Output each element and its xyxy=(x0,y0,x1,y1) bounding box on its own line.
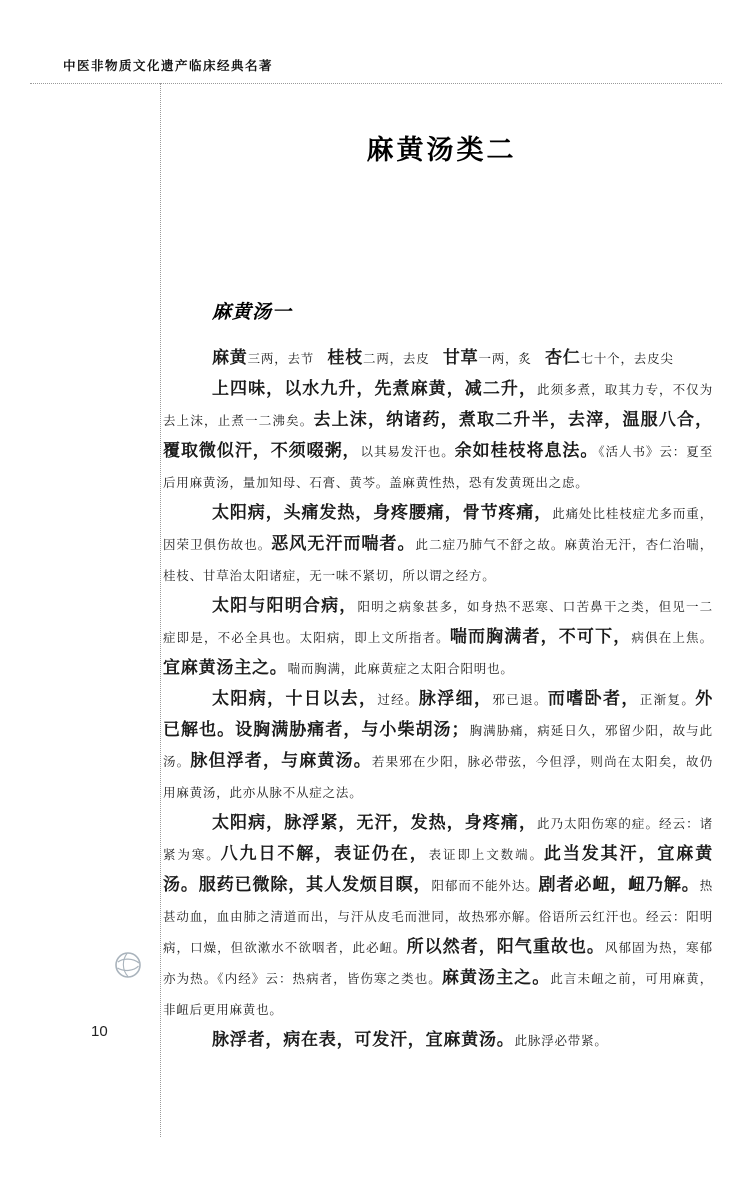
main-text: 脉浮者，病在表，可发汗，宜麻黄汤。 xyxy=(212,1030,515,1049)
annotation-text: 一两，炙 xyxy=(478,352,545,366)
content-column xyxy=(163,297,713,1056)
annotation-text: 七十个，去皮尖 xyxy=(580,352,674,366)
main-text: 去上沫，纳诸药，煮取二升半，去滓，温服八合，覆取微似汗，不须啜粥， xyxy=(163,410,713,460)
paragraph xyxy=(163,1025,713,1056)
main-text: 太阳病，十日以去， xyxy=(212,689,378,708)
main-text: 脉但浮者，与麻黄汤。 xyxy=(190,751,372,770)
paragraph xyxy=(163,808,713,1025)
annotation-text: 此乃太阳伤寒的症。经云：诸紧为寒。 xyxy=(163,817,713,862)
main-text: 余如桂枝将息法。 xyxy=(454,441,599,460)
main-text: 恶风无汗而喘者。 xyxy=(271,534,416,553)
annotation-text: 病俱在上焦。 xyxy=(631,631,713,645)
annotation-text: 此脉浮必带紧。 xyxy=(514,1034,608,1048)
paragraph xyxy=(163,684,713,808)
annotation-text: 若果邪在少阳，脉必带弦，今但浮，则尚在太阳矣，故仍用麻黄汤，此亦从脉不从症之法。 xyxy=(163,755,713,800)
main-text: 杏仁 xyxy=(544,348,581,367)
annotation-text: 以其易发汗也。 xyxy=(360,445,455,459)
section-heading: 麻黄汤一 xyxy=(212,302,293,323)
main-text: 太阳病，头痛发热，身疼腰痛，骨节疼痛， xyxy=(212,503,553,522)
main-text: 桂枝 xyxy=(327,348,364,367)
header-divider-dotted-line xyxy=(30,83,722,84)
annotation-text: 二两，去皮 xyxy=(363,352,443,366)
annotation-text: 表证即上文数端。 xyxy=(428,848,544,862)
body-paragraphs xyxy=(163,343,713,1056)
annotation-text: 热甚动血，血由肺之清道而出，与汗从皮毛而泄同，故热邪亦解。俗语所云红汗也。经云：阳明病，口燥，但欲漱水不欲咽者，此必衄。 xyxy=(163,879,714,955)
main-text: 而嗜卧者， xyxy=(547,689,640,708)
annotation-text: 风郁固为热，寒郁亦为热。《内经》云：热病者，皆伤寒之类也。 xyxy=(163,941,713,986)
running-header: 中医非物质文化遗产临床经典名著 xyxy=(63,59,274,73)
annotation-text: 正渐复。 xyxy=(639,693,696,707)
main-text: 外已解也。设胸满胁痛者，与小柴胡汤； xyxy=(163,689,714,739)
main-text: 八九日不解，表证仍在， xyxy=(220,844,429,863)
main-text: 上四味，以水九升，先煮麻黄，减二升， xyxy=(212,379,538,398)
main-text: 所以然者，阳气重故也。 xyxy=(406,937,605,956)
annotation-text: 三两，去节 xyxy=(247,352,328,366)
annotation-text: 过经。 xyxy=(377,693,419,707)
main-text: 剧者必衄，衄乃解。 xyxy=(538,875,700,894)
paragraph xyxy=(163,591,713,684)
paragraph xyxy=(163,374,713,498)
margin-divider-dotted-line xyxy=(160,83,161,1137)
annotation-text: 此须多煮，取其力专，不仅为去上沫，止煮一二沸矣。 xyxy=(163,383,713,428)
globe-watermark-icon xyxy=(114,951,142,979)
annotation-text: 《活人书》云：夏至后用麻黄汤，量加知母、石膏、黄芩。盖麻黄性热，恐有发黄斑出之虑。 xyxy=(163,445,714,490)
page-number: 10 xyxy=(91,1023,108,1040)
main-text: 甘草 xyxy=(442,348,479,367)
main-text: 喘而胸满者，不可下， xyxy=(449,627,632,646)
annotation-text: 喘而胸满，此麻黄症之太阳合阳明也。 xyxy=(287,662,514,676)
annotation-text: 邪已退。 xyxy=(492,693,548,707)
chapter-title: 麻黄汤类二 xyxy=(366,135,517,165)
main-text: 麻黄汤主之。 xyxy=(441,968,551,987)
main-text: 太阳与阳明合病， xyxy=(212,596,358,615)
annotation-text: 此二症乃肺气不舒之故。麻黄治无汗，杏仁治喘，桂枝、甘草治太阳诸症，无一味不紧切，所以谓之经方。 xyxy=(163,538,714,583)
main-text: 麻黄 xyxy=(212,348,248,367)
annotation-text: 此痛处比桂枝症尤多而重，因荣卫俱伤故也。 xyxy=(163,507,713,552)
paragraph xyxy=(163,343,713,374)
main-text: 此当发其汗，宜麻黄汤。服药已微除，其人发烦目瞑， xyxy=(163,844,713,894)
main-text: 宜麻黄汤主之。 xyxy=(163,658,288,677)
annotation-text: 阳明之病象甚多，如身热不恶寒、口苦鼻干之类，但见一二症即是，不必全具也。太阳病，即上文所指者。 xyxy=(163,600,713,645)
annotation-text: 胸满胁痛，病延日久，邪留少阳，故与此汤。 xyxy=(163,724,713,769)
annotation-text: 阳郁而不能外达。 xyxy=(431,879,539,893)
paragraph xyxy=(163,498,713,591)
main-text: 太阳病，脉浮紧，无汗，发热，身疼痛， xyxy=(212,813,538,832)
annotation-text: 此言未衄之前，可用麻黄，非衄后更用麻黄也。 xyxy=(163,972,713,1017)
main-text: 脉浮细， xyxy=(418,689,493,708)
